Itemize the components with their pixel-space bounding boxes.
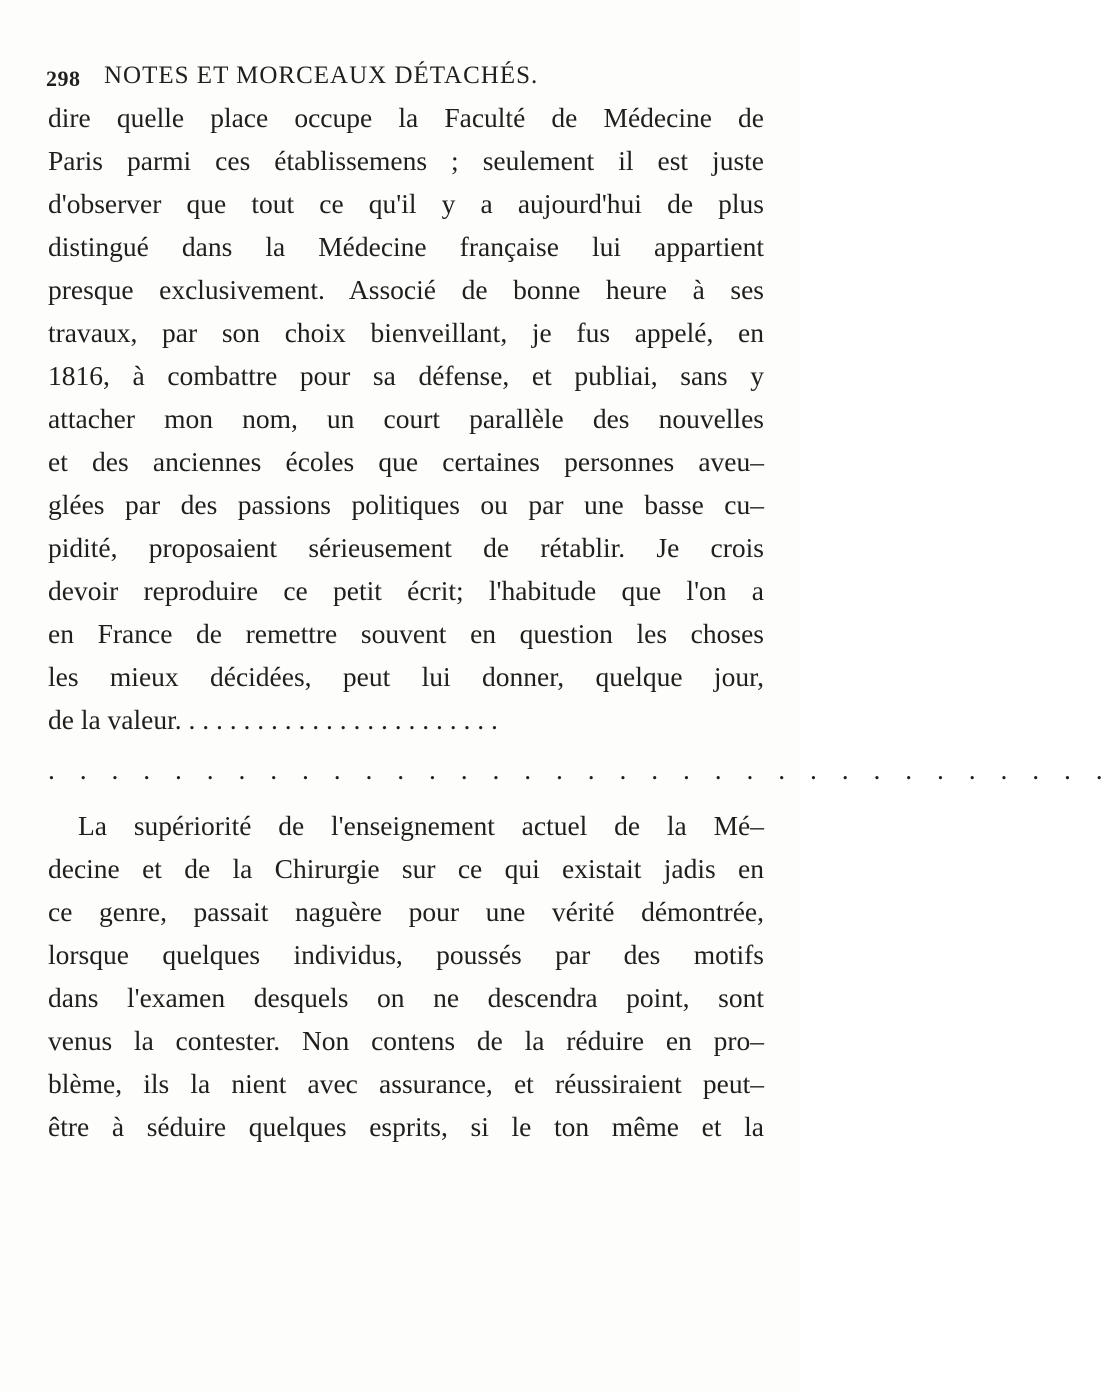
- text-line: lorsque quelques individus, poussés par des motifs: [48, 939, 764, 970]
- running-head: [46, 62, 756, 98]
- page-number: 298: [46, 66, 81, 91]
- text-line: La supériorité de l'enseignement actuel de la Mé–: [78, 810, 764, 841]
- text-line: et des anciennes écoles que certaines personnes aveu–: [48, 446, 764, 477]
- text-line: d'observer que tout ce qu'il y a aujourd'hui de plus: [48, 188, 764, 219]
- text-line: blème, ils la nient avec assurance, et réussiraient peut–: [48, 1068, 764, 1099]
- text-line: en France de remettre souvent en question les choses: [48, 618, 764, 649]
- text-line: decine et de la Chirurgie sur ce qui existait jadis en: [48, 853, 764, 884]
- text-line: travaux, par son choix bienveillant, je fus appelé, en: [48, 317, 764, 348]
- ellipsis-separator: . . . . . . . . . . . . . . . . . . . . . . . . . . . . . . . . . .: [48, 754, 1112, 785]
- text-line: être à séduire quelques esprits, si le ton même et la: [48, 1111, 764, 1142]
- running-head-title: NOTES ET MORCEAUX DÉTACHÉS.: [104, 62, 539, 89]
- text-line: presque exclusivement. Associé de bonne heure à ses: [48, 274, 764, 305]
- text-line: les mieux décidées, peut lui donner, quelque jour,: [48, 661, 764, 692]
- text-line: dire quelle place occupe la Faculté de Médecine de: [48, 102, 764, 133]
- text-line: venus la contester. Non contens de la réduire en pro–: [48, 1025, 764, 1056]
- text-line: Paris parmi ces établissemens ; seulement il est juste: [48, 145, 764, 176]
- text-line: ce genre, passait naguère pour une vérité démontrée,: [48, 896, 764, 927]
- text-line: 1816, à combattre pour sa défense, et publiai, sans y: [48, 360, 764, 391]
- text-line: pidité, proposaient sérieusement de rétablir. Je crois: [48, 532, 764, 563]
- text-line: de la valeur. . . . . . . . . . . . . . . . . . . . . . . .: [48, 704, 498, 735]
- text-line: attacher mon nom, un court parallèle des nouvelles: [48, 403, 764, 434]
- text-line: distingué dans la Médecine française lui appartient: [48, 231, 764, 262]
- text-line: glées par des passions politiques ou par une basse cu–: [48, 489, 764, 520]
- text-line: devoir reproduire ce petit écrit; l'habitude que l'on a: [48, 575, 764, 606]
- text-line: dans l'examen desquels on ne descendra point, sont: [48, 982, 764, 1013]
